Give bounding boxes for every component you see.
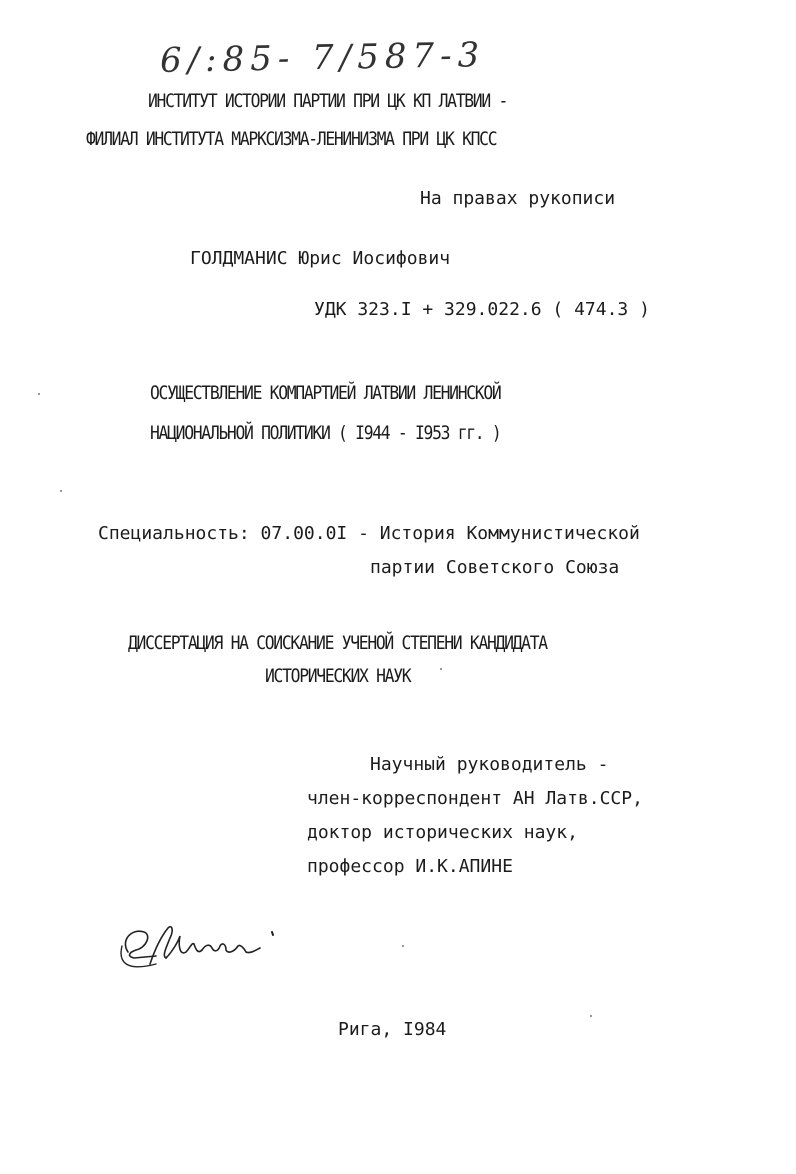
dissertation-line-1: ДИССЕРТАЦИЯ НА СОИСКАНИЕ УЧЕНОЙ СТЕПЕНИ КАНДИДАТА: [128, 632, 547, 654]
scan-speck: [590, 1015, 592, 1017]
supervisor-line-4: профессор И.К.АПИНЕ: [307, 856, 513, 877]
supervisor-line-3: доктор исторических наук,: [307, 822, 578, 843]
supervisor-line-1: Научный руководитель -: [370, 754, 609, 775]
institute-line-1: ИНСТИТУТ ИСТОРИИ ПАРТИИ ПРИ ЦК КП ЛАТВИИ -: [148, 90, 507, 112]
scan-speck: [440, 668, 442, 670]
author-signature: [116, 912, 296, 982]
institute-line-2: ФИЛИАЛ ИНСТИТУТА МАРКСИЗМА-ЛЕНИНИЗМА ПРИ ЦК КПСС: [86, 128, 497, 150]
specialty-line-1: Специальность: 07.00.0I - История Коммунистической: [98, 523, 640, 544]
title-line-1: ОСУЩЕСТВЛЕНИЕ КОМПАРТИЕЙ ЛАТВИИ ЛЕНИНСКОЙ: [150, 382, 501, 404]
scan-speck: [402, 945, 404, 947]
place-and-year: Рига, I984: [338, 1019, 447, 1040]
manuscript-rights: На правах рукописи: [420, 188, 616, 209]
author-name: ГОЛДМАНИС Юрис Иосифович: [190, 248, 451, 269]
scan-speck: [60, 490, 62, 492]
specialty-line-2: партии Советского Союза: [370, 557, 620, 578]
title-line-2: НАЦИОНАЛЬНОЙ ПОЛИТИКИ ( I944 - I953 гг. ): [150, 422, 501, 444]
scan-speck: [38, 393, 40, 395]
supervisor-line-2: член-корреспондент АН Латв.ССР,: [307, 788, 643, 809]
handwritten-archive-code: 6/:85- 7/587-3: [159, 35, 486, 81]
dissertation-line-2: ИСТОРИЧЕСКИХ НАУК: [265, 665, 411, 687]
udc-code: УДК 323.I + 329.022.6 ( 474.3 ): [314, 299, 650, 320]
